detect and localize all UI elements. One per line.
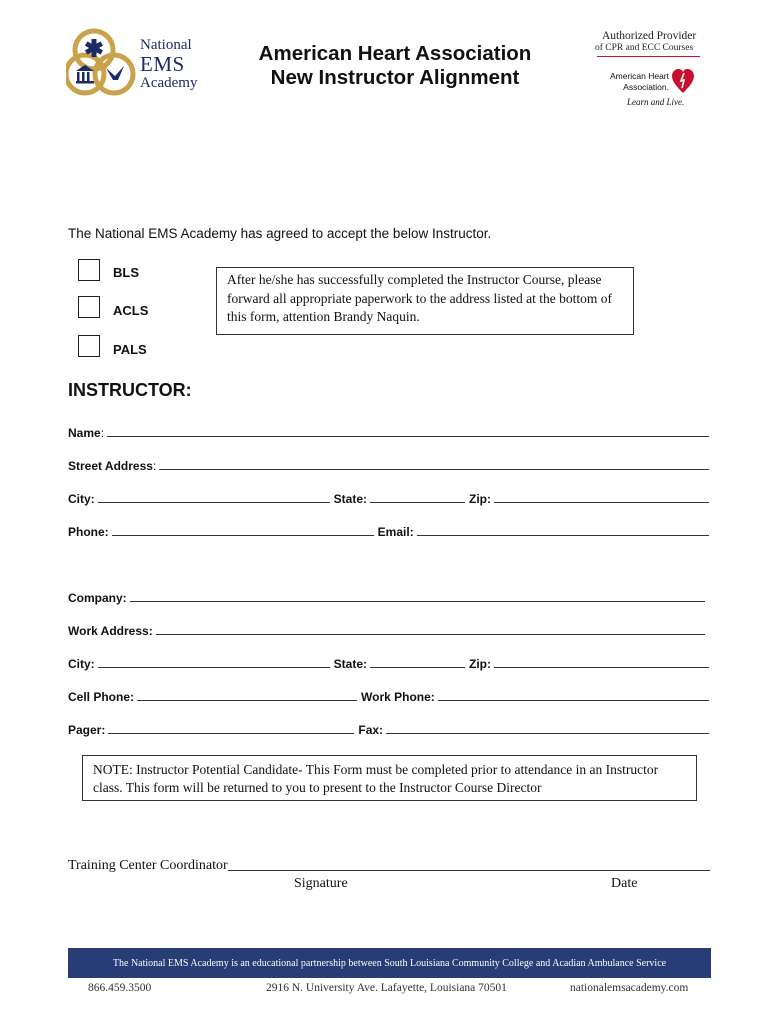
fax-label: Fax: (358, 723, 384, 737)
work-state-label: State: (333, 657, 368, 671)
acls-checkbox[interactable] (78, 296, 100, 318)
acls-label: ACLS (113, 303, 149, 318)
company-field[interactable] (130, 601, 705, 602)
authorized-provider-subtext: of CPR and ECC Courses (595, 43, 694, 53)
bls-label: BLS (113, 265, 139, 280)
fax-field[interactable] (386, 733, 709, 734)
footer-phone: 866.459.3500 (88, 982, 152, 994)
work-city-field[interactable] (98, 667, 330, 668)
state-label: State: (333, 492, 368, 506)
email-field[interactable] (417, 535, 709, 536)
title-line-1: American Heart Association (258, 42, 532, 65)
work-city-label: City: (68, 657, 95, 671)
work-address-label: Work Address: (68, 624, 153, 638)
pager-fax-row (68, 719, 713, 737)
instructor-heading: INSTRUCTOR: (68, 380, 192, 400)
company-row (68, 587, 713, 605)
signature-caption: Signature (294, 876, 348, 891)
ems-logo-emblem-icon (66, 26, 142, 102)
title-line-2: New Instructor Alignment (270, 66, 520, 89)
signature-label: Training Center Coordinator (68, 858, 228, 873)
logo-line-1: National (140, 37, 192, 53)
logo-wordmark (140, 38, 197, 91)
street-address-colon: : (152, 459, 157, 473)
state-field[interactable] (370, 502, 465, 503)
bls-checkbox[interactable] (78, 259, 100, 281)
cell-work-phone-row (68, 686, 713, 704)
logo-line-2: EMS (140, 52, 185, 76)
city-label: City: (68, 492, 95, 506)
authorized-provider-text: Authorized Provider (602, 30, 697, 42)
pager-label: Pager: (68, 723, 106, 737)
cell-phone-field[interactable] (137, 700, 357, 701)
work-state-field[interactable] (370, 667, 465, 668)
signature-field[interactable] (228, 870, 710, 871)
logo-line-3: Academy (140, 75, 198, 91)
name-row (68, 422, 713, 440)
street-address-field[interactable] (159, 469, 709, 470)
aha-tagline: Learn and Live. (627, 97, 685, 107)
pager-field[interactable] (108, 733, 354, 734)
date-caption: Date (611, 876, 638, 891)
company-label: Company: (68, 591, 127, 605)
aha-authorized-provider-badge (595, 30, 705, 110)
work-address-field[interactable] (156, 634, 705, 635)
aha-wordmark (607, 71, 669, 93)
phone-email-row (68, 521, 713, 539)
street-address-row (68, 455, 713, 473)
badge-divider (597, 56, 700, 57)
email-label: Email: (377, 525, 414, 539)
name-label: Name (68, 426, 101, 440)
work-phone-field[interactable] (438, 700, 709, 701)
cell-phone-label: Cell Phone: (68, 690, 135, 704)
pals-label: PALS (113, 342, 147, 357)
city-field[interactable] (98, 502, 330, 503)
phone-field[interactable] (112, 535, 374, 536)
footer-partnership-text: The National EMS Academy is an educational partnership between South Louisiana Community College and Acadian Ambulance Service (112, 957, 667, 969)
pals-checkbox[interactable] (78, 335, 100, 357)
name-field[interactable] (107, 436, 709, 437)
street-address-label: Street Address (68, 459, 153, 473)
intro-text: The National EMS Academy has agreed to accept the below Instructor. (68, 226, 492, 241)
footer-partnership-bar (68, 948, 711, 978)
work-zip-field[interactable] (494, 667, 709, 668)
national-ems-academy-logo (66, 26, 206, 102)
document-title (200, 42, 590, 90)
footer-address: 2916 N. University Ave. Lafayette, Louisiana 70501 (266, 982, 507, 994)
work-city-state-zip-row (68, 653, 713, 671)
zip-label: Zip: (469, 492, 492, 506)
work-address-row (68, 620, 713, 638)
work-zip-label: Zip: (469, 657, 492, 671)
aha-heart-torch-icon (671, 67, 695, 95)
zip-field[interactable] (494, 502, 709, 503)
footer-website[interactable]: nationalemsacademy.com (570, 982, 689, 994)
aha-name-line-2: Association. (623, 82, 669, 92)
phone-label: Phone: (68, 525, 109, 539)
signature-row (68, 858, 710, 874)
city-state-zip-row (68, 488, 713, 506)
work-phone-label: Work Phone: (361, 690, 435, 704)
instructions-notice: After he/she has successfully completed the Instructor Course, please forward all appropriate paperwork to the address listed at the bottom of this form, attention Brandy Naquin. (216, 267, 634, 335)
name-colon: : (100, 426, 105, 440)
aha-name-line-1: American Heart (609, 71, 669, 81)
note-box: NOTE: Instructor Potential Candidate- This Form must be completed prior to attendance in an Instructor class. This form will be returned to you to present to the Instructor Course Director (82, 755, 697, 801)
